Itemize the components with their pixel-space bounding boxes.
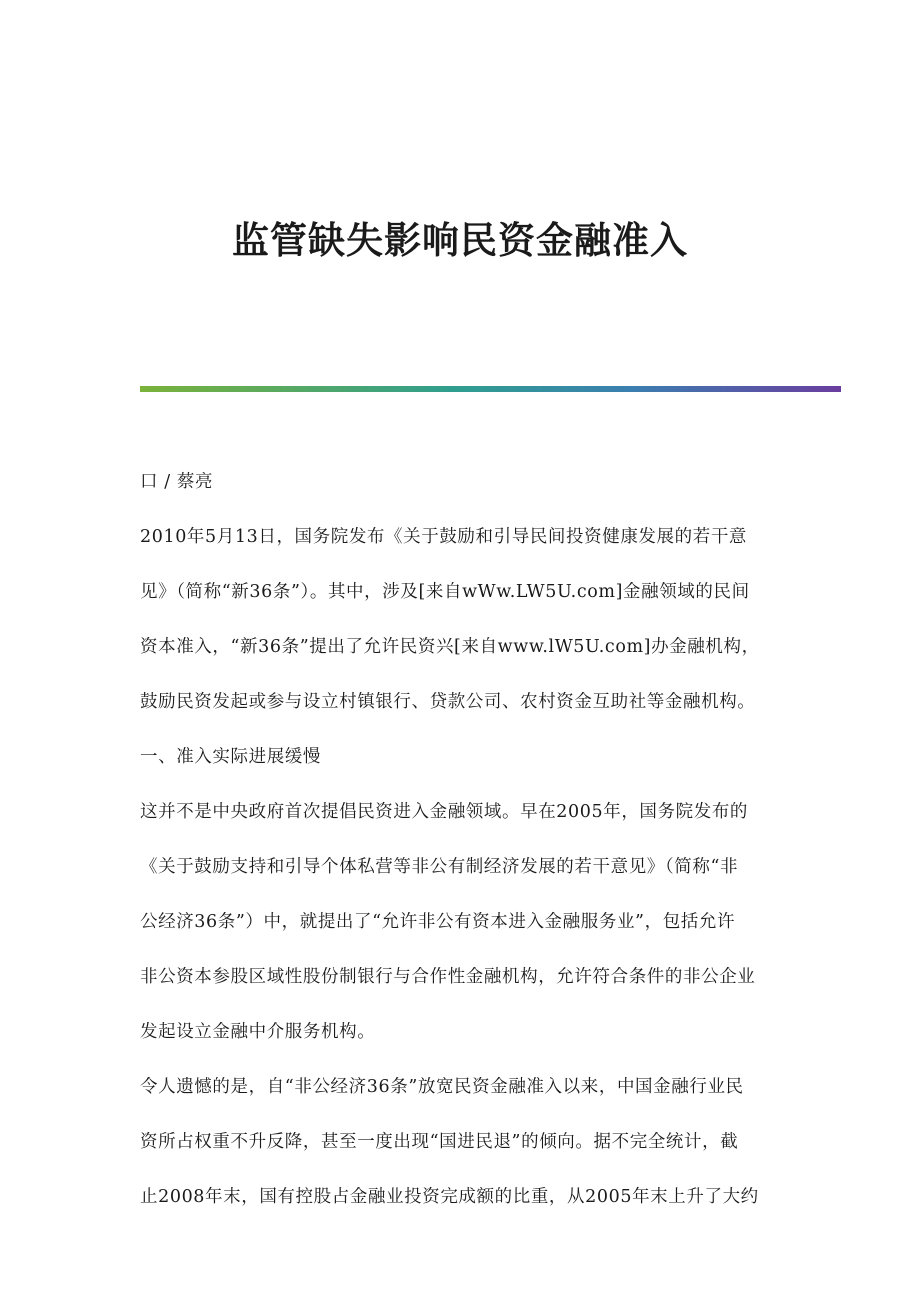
text-line: 公经济36条”）中，就提出了“允许非公有资本进入金融服务业”，包括允许 — [140, 912, 736, 932]
title-divider — [140, 386, 841, 392]
text-line: 见》（简称“新36条”）。其中，涉及[来自wWw.LW5U.com]金融领域的民间 — [140, 582, 750, 602]
text-line: 口 / 蔡亮 — [140, 472, 214, 492]
text-line: 资本准入，“新36条”提出了允许民资兴[来自www.lW5U.com]办金融机构， — [140, 637, 760, 657]
paragraph — [140, 796, 790, 1048]
text-line: 令人遗憾的是，自“非公经济36条”放宽民资金融准入以来，中国金融行业民 — [140, 1077, 744, 1097]
author-line — [140, 466, 790, 498]
text-line: 一、准入实际进展缓慢 — [140, 747, 321, 767]
text-line: 止2008年末，国有控股占金融业投资完成额的比重，从2005年末上升了大约 — [140, 1187, 759, 1207]
text-line: 资所占权重不升反降，甚至一度出现“国进民退”的倾向。据不完全统计，截 — [140, 1132, 739, 1152]
paragraph — [140, 1071, 790, 1213]
text-line: 鼓励民资发起或参与设立村镇银行、贷款公司、农村资金互助社等金融机构。 — [140, 692, 756, 712]
document-body — [140, 466, 790, 1236]
document-title: 监管缺失影响民资金融准入 — [232, 218, 688, 262]
section-heading — [140, 741, 790, 773]
text-line: 这并不是中央政府首次提倡民资进入金融领域。早在2005年，国务院发布的 — [140, 802, 749, 822]
text-line: 发起设立金融中介服务机构。 — [140, 1022, 376, 1042]
text-line: 《关于鼓励支持和引导个体私营等非公有制经济发展的若干意见》（简称“非 — [140, 857, 739, 877]
text-line: 2010年5月13日，国务院发布《关于鼓励和引导民间投资健康发展的若干意 — [140, 527, 748, 547]
text-line: 非公资本参股区域性股份制银行与合作性金融机构，允许符合条件的非公企业 — [140, 967, 756, 987]
paragraph — [140, 521, 790, 718]
